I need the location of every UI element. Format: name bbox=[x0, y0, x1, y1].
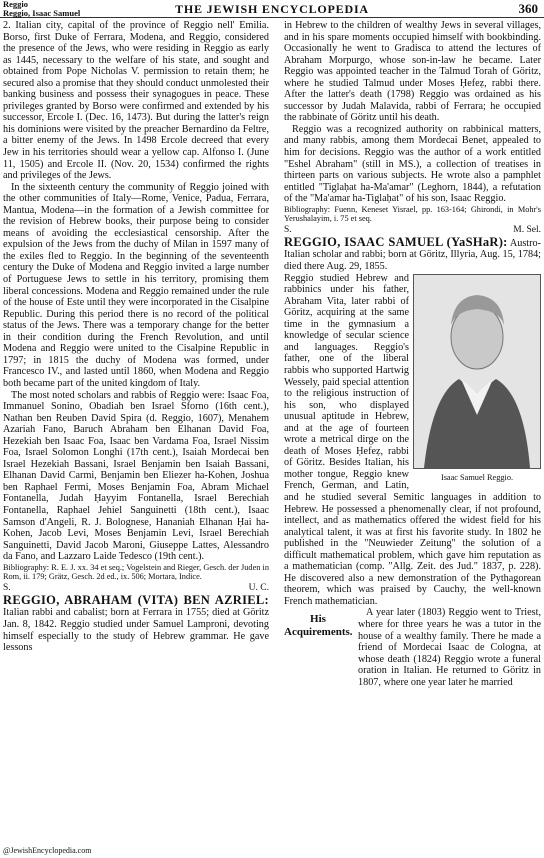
portrait-figure bbox=[413, 274, 541, 484]
page-number: 360 bbox=[518, 1, 538, 16]
paragraph: The most noted scholars and rabbis of Reggio were: Isaac Foa, Immanuel Sonino, Obadiah ben Israel Sforno (16th cent.), Nathan ben Reuben David Spira (d. Reggio, 1607), Menahem Azariah Fano, Baruch Abraham ben Elhanan David Foa, Hezekiah ben Isaac Foa, Isaac ben Vardama Foa, Israel Nissim Foa, Israel Solomon Longhi (17th cent.), Isaiah Mordecai ben Israel Hezekiah Bassani, Israel Benjamin ben Isaiah Bassani, Elhanan David Carmi, Benjamin ben Eliezer ha-Kohen, Joshua ben Raphael Fermi, Moses Benjamin Foa, Abram Michael Fontanella, Judah Ḥayyim Fontanella, Israel Berechiah Fontanella, Raphael Jehiel Sanguinetti (18th cent.), Isaac Samson d'Angeli, R. J. Bolognese, Hananiah Elhanan Ḥai ha-Kohen, Jacob Levi, Moses Benjamin Levi, Israel Berechiah Sanguinetti, David Jacob Maroni, Giuseppe Lattes, Alessandro da Fano, and Lazzaro Laide Tedesco (19th cent.). bbox=[3, 389, 269, 563]
bibliography: Bibliography: R. E. J. xx. 34 et seq.; Vogelstein and Rieger, Gesch. der Juden in Rom, ii. 179; Grätz, Gesch. 2d ed., ix. 506; Mortara, Indice. bbox=[3, 562, 269, 582]
running-head-line-1: Reggio bbox=[3, 0, 29, 9]
signature-initial: S. bbox=[3, 582, 11, 593]
article-entry bbox=[284, 234, 541, 273]
signature-initial: S. bbox=[284, 224, 292, 235]
signature-author: U. C. bbox=[248, 582, 269, 593]
article-heading: REGGIO, ABRAHAM (VITA) BEN AZRIEL: bbox=[3, 592, 269, 607]
journal-title: THE JEWISH ENCYCLOPEDIA bbox=[175, 2, 369, 16]
paragraph: In the sixteenth century the community of Reggio joined with the other communities of Italy—Rome, Venice, Padua, Ferrara, Mantua, Modena—in the formation of a Jewish committee for the revision of Hebrew books, their purpose being to consider means of avoiding the ecclesiastical censorship. After the expulsion of the Jews from the duchy of Milan in 1597 many of the exiles fled to Reggio. In the beginning of the seventeenth century the Duke of Modena and Reggio invited a large number of Portuguese Jews to settle in his territory, promising them liberal concessions. Modena and Reggio remained under the rule of the house of Este until they were incorporated in the Cisalpine Republic. During this period there is no record of the political status of the Jews. There was a temporary change for the better in their condition during the French Revolution, and until Modena and Reggio were united to the Cisalpine Republic in 1797; in 1815 the duchy of Modena was formed, under Francesco IV., and lasted until 1860, when Modena and Reggio both became part of the united kingdom of Italy. bbox=[3, 181, 269, 389]
article-text: Italian rabbi and cabalist; born at Ferrara in 1755; died at Göritz Jan. 8, 1842. Reggio studied under Samuel Lamproni, devoting himself especially to the study of Hebrew grammar. He gave lessons bbox=[3, 607, 269, 654]
paragraph: Reggio was a recognized authority on rabbinical matters, and many rabbis, among them Mordecai Benet, appealed to him for decisions. Reggio was the author of a work entitled "Eshel Abraham" (still in MS.), a collection of treatises in thirteen parts on various subjects. He wrote also a pamphlet entitled "Tiglaḥat ha-Ma'amar" (Leghorn, 1844), a refutation of the "Ma'amar ha-Tiglaḥat" of his son, Isaac Reggio. bbox=[284, 123, 541, 205]
page-header bbox=[0, 0, 544, 18]
signature-author: M. Sel. bbox=[513, 224, 541, 235]
sidenote: His Acquirements. bbox=[284, 613, 353, 638]
running-head-line-2: Reggio, Isaac Samuel bbox=[3, 7, 81, 18]
paragraph: A year later (1803) Reggio went to Triest, where for three years he was a tutor in the house of a wealthy family. There he made a friend of Mordecai Isaac de Cologna, at whose death (1824) Reggio wrote a funeral oration in Italian. He returned to Göritz in 1807, where one year later he married bbox=[358, 607, 541, 688]
paragraph: Reggio studied Hebrew and rabbinics under his father, Abraham Vita, later rabbi of Göritz, acquiring at the same time in the gymnasium a knowledge of secular science and languages. Reggio's father, one of the liberal rabbis who supported Hartwig Wessely, paid special attention to the religious instruction of his son, who displayed unusual aptitude in Hebrew, and at the age of fourteen wrote a metrical dirge on the death of Moses Ḥefeẓ, rabbi of Göritz. Besides Italian, his mother tongue, Reggio knew French, German, and Latin, and he studied several Semitic languages in addition to Hebrew. He possessed a phenomenally clear, if not profound, intellect, and as mathematics offered the widest field for his analytical talent, it was at first his favorite study. In 1802 he published in the "Neuwieder Zeitung" the solution of a difficult mathematical problem, which gave him reputation as a mathematician (comp. "Allg. Zeit. des Jud." 1837, p. 228). He discovered also a new demonstration of the Pythagorean theorem, which was praised by Cauchy, the well-known French mathematician. bbox=[284, 272, 541, 607]
paragraph: 2. Italian city, capital of the province of Reggio nell' Emilia. Borso, first Duke of Ferrara, Modena, and Reggio, considered the presence of the Jews, who were residing in Reggio as early as 1445, necessary to the welfare of his state, and sought and obtained from Pope Nicholas V. permission to retain them; he secured also a promise that they should conduct unmolested their banking business and possess their synagogues in peace. These privileges granted by Borso were confirmed and extended by his successor, Ercole I. (Dec. 16, 1473). But during the latter's reign his dominions were visited by the preacher Bernardino da Feltre, a bitter enemy of the Jews. In 1498 Ercole decreed that every Jew in his territories should wear a yellow cap. Alfonso I. (June 11, 1505) and Ercole II. (Nov. 20, 1534) confirmed the rights and privileges of the Jews. bbox=[3, 20, 269, 182]
bibliography: Bibliography: Fuenn, Keneset Yisrael, pp. 163-164; Ghirondi, in Mohr's Yerushalayim, i. 75 et seq. bbox=[284, 204, 541, 224]
portrait-image bbox=[413, 274, 541, 469]
article-heading: REGGIO, ISAAC SAMUEL (YaSHaR): bbox=[284, 234, 508, 249]
left-column bbox=[3, 20, 269, 846]
watermark: @JewishEncyclopedia.com bbox=[3, 846, 92, 855]
article-entry bbox=[3, 592, 269, 654]
right-column bbox=[284, 20, 541, 846]
article-text: Austro-Italian scholar and rabbi; born at Göritz, Illyria, Aug. 15, 1784; died there Aug. 29, 1855. bbox=[284, 237, 541, 273]
paragraph: in Hebrew to the children of wealthy Jews in several villages, and in his spare moments occupied himself with bookbinding. Occasionally he went to Gradisca to attend the lectures of Abraham Morpurgo, whose son-in-law he became. Later Reggio was appointed teacher in the Talmud Torah of Göritz, where he studied Talmud under Moses Ḥefeẓ, rabbi there. After the latter's death (1798) Reggio was ordained as his successor by Judah Malavida, rabbi of Ferrara; he occupied the rabbinate of Göritz until his death. bbox=[284, 20, 541, 124]
portrait-caption: Isaac Samuel Reggio. bbox=[440, 473, 514, 483]
